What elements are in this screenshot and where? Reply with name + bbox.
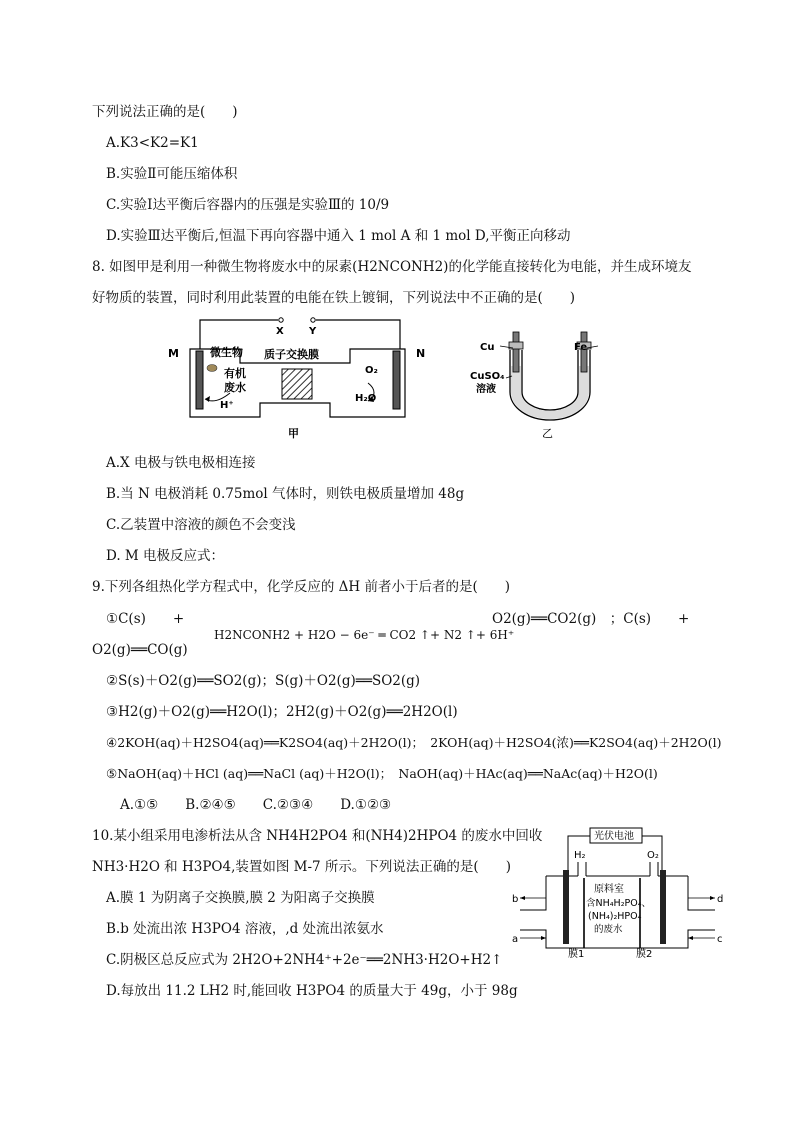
label-o2: O₂ xyxy=(365,365,378,376)
label-h2o: H₂O xyxy=(355,393,377,404)
label-room: 原料室 xyxy=(594,884,624,895)
q9-options: A.①⑤ B.②④⑤ C.②③④ D.①②③ xyxy=(120,797,392,813)
q8-stem-line1: 8. 如图甲是利用一种微生物将废水中的尿素(H2NCONH2)的化学能直接转化为电能，并生成环境友 xyxy=(92,259,692,275)
q8-stem-line2: 好物质的装置，同时利用此装置的电能在铁上镀铜，下列说法中不正确的是( ) xyxy=(92,290,576,306)
label-membrane: 质子交换膜 xyxy=(264,348,319,361)
q9-reaction-4: ④2KOH(aq)＋H2SO4(aq)══K2SO4(aq)＋2H2O(l)； 2KOH(aq)＋H2SO4(浓)══K2SO4(aq)＋2H2O(l) xyxy=(106,735,722,750)
q8-m-electrode-equation: H2NCONH2 + H2O − 6e⁻ ═ CO2 ↑+ N2 ↑+ 6H⁺ xyxy=(214,628,515,642)
label-battery: 光伏电池 xyxy=(594,831,634,842)
q9-reaction-5: ⑤NaOH(aq)＋HCl (aq)══NaCl (aq)＋H2O(l)； NaOH(aq)＋HAc(aq)══NaAc(aq)＋H2O(l) xyxy=(106,766,658,781)
q8-option-d: D. M 电极反应式： xyxy=(106,548,225,564)
q9-reaction-3: ③H2(g)＋O2(g)══H2O(l)；2H2(g)＋O2(g)══2H2O(l) xyxy=(106,704,458,720)
q10-option-c: C.阴极区总反应式为 2H2O+2NH4⁺+2e⁻══2NH3·H2O+H2↑ xyxy=(106,952,503,968)
label-a: a xyxy=(512,934,519,945)
label-c: c xyxy=(717,934,723,945)
q7-stem: 下列说法正确的是( ) xyxy=(92,104,238,120)
label-membrane-1: 膜1 xyxy=(568,949,585,958)
label-x: X xyxy=(276,326,284,337)
label-n: N xyxy=(416,347,426,360)
q9-reaction-1a: ①C(s) + xyxy=(106,611,185,627)
q10-option-d: D.每放出 11.2 LH2 时,能回收 H3PO4 的质量大于 49g，小于 98g xyxy=(106,983,518,999)
label-b: b xyxy=(512,894,519,905)
q10-stem-line2: NH3·H2O 和 H3PO4,装置如图 M-7 所示。下列说法正确的是( ) xyxy=(92,859,511,875)
label-hplus: H⁺ xyxy=(220,400,234,411)
label-d: d xyxy=(717,894,724,905)
caption-yi: 乙 xyxy=(542,427,553,440)
q9-stem: 9.下列各组热化学方程式中，化学反应的 ΔH 前者小于后者的是( ) xyxy=(92,579,511,595)
label-microbe: 微生物 xyxy=(210,346,243,359)
q10-option-a: A.膜 1 为阴离子交换膜,膜 2 为阳离子交换膜 xyxy=(106,890,375,906)
q7-option-a: A.K3<K2=K1 xyxy=(106,135,199,151)
label-organic-2: 废水 xyxy=(224,381,246,394)
label-m: M xyxy=(168,347,179,360)
q8-option-b: B.当 N 电极消耗 0.75mol 气体时，则铁电极质量增加 48g xyxy=(106,486,465,502)
label-room-3: (NH₄)₂HPO₄ xyxy=(588,911,642,922)
label-cu: Cu xyxy=(480,342,495,353)
figure-jia-fuel-cell xyxy=(160,313,430,443)
q10-stem-line1: 10.某小组采用电渗析法从含 NH4H2PO4 和(NH4)2HPO4 的废水中回收 xyxy=(92,828,543,844)
label-h2: H₂ xyxy=(574,850,586,861)
q9-reaction-1b: O2(g)══CO2(g) ；C(s) + xyxy=(492,611,690,627)
q8-option-a: A.X 电极与铁电极相连接 xyxy=(106,455,256,471)
q7-option-c: C.实验Ⅰ达平衡后容器内的压强是实验Ⅲ的 10/9 xyxy=(106,197,390,213)
label-room-4: 的废水 xyxy=(594,924,623,935)
q8-option-c: C.乙装置中溶液的颜色不会变浅 xyxy=(106,517,296,533)
q7-option-d: D.实验Ⅲ达平衡后,恒温下再向容器中通入 1 mol A 和 1 mol D,平衡正向移动 xyxy=(106,228,571,244)
label-solution: 溶液 xyxy=(476,384,496,395)
label-room-2: 含NH₄H₂PO₄、 xyxy=(586,898,652,909)
figure-electrodialysis xyxy=(510,826,725,958)
label-membrane-2: 膜2 xyxy=(636,949,653,958)
figure-yi-plating xyxy=(470,318,600,443)
label-o2: O₂ xyxy=(647,850,659,861)
q7-option-b: B.实验Ⅱ可能压缩体积 xyxy=(106,166,238,182)
q10-option-b: B.b 处流出浓 H3PO4 溶液，,d 处流出浓氨水 xyxy=(106,921,384,937)
caption-jia: 甲 xyxy=(288,427,299,440)
label-y: Y xyxy=(309,326,317,337)
q9-reaction-1c: O2(g)══CO(g) xyxy=(92,642,188,658)
q9-reaction-2: ②S(s)＋O2(g)══SO2(g)；S(g)＋O2(g)══SO2(g) xyxy=(106,673,421,689)
label-cuso4: CuSO₄ xyxy=(470,371,505,382)
label-organic-1: 有机 xyxy=(224,367,246,380)
label-fe: Fe xyxy=(574,342,588,353)
